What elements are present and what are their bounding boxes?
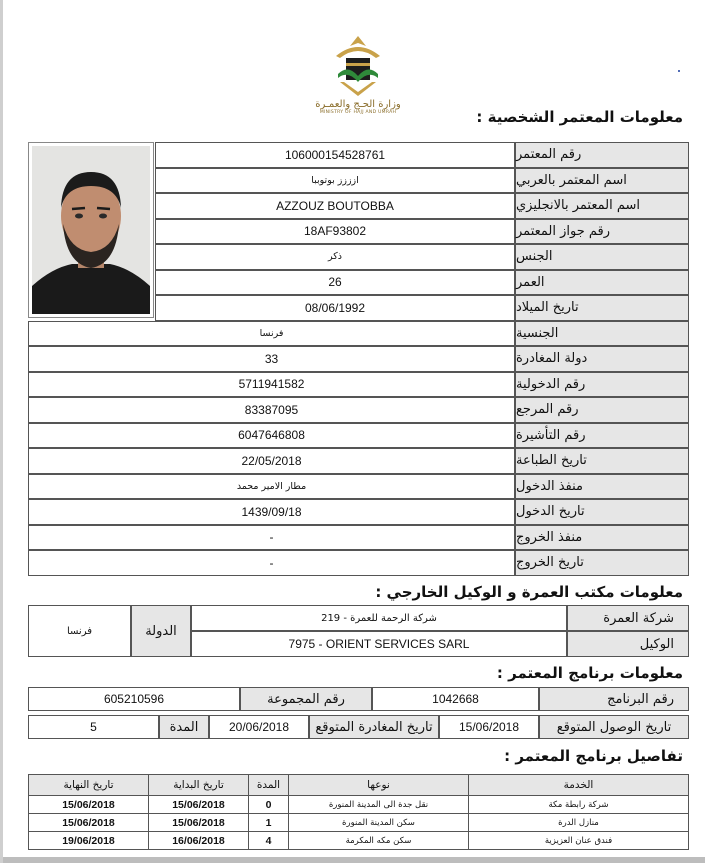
info-label: اسم المعتمر بالانجليزي <box>515 193 689 219</box>
stray-dot <box>678 70 680 72</box>
info-row <box>28 346 689 372</box>
info-value: 22/05/2018 <box>28 448 515 474</box>
info-label: رقم التأشيرة <box>515 423 689 449</box>
info-value: 08/06/1992 <box>155 295 515 321</box>
type-cell: نقل جدة الى المدينة المنورة <box>289 796 469 814</box>
service-cell: فندق عنان العزيزية <box>469 832 689 850</box>
info-row <box>28 321 689 347</box>
start-date-cell: 15/06/2018 <box>149 814 249 832</box>
header-end-date: تاريخ النهاية <box>29 775 149 796</box>
pilgrim-photo <box>28 142 154 318</box>
info-row <box>28 397 689 423</box>
info-value: - <box>28 550 515 576</box>
info-value: مطار الامير محمد <box>28 474 515 500</box>
info-row <box>28 525 689 551</box>
group-no-label: رقم المجموعة <box>240 687 372 711</box>
info-label: رقم المرجع <box>515 397 689 423</box>
info-row <box>28 423 689 449</box>
info-label: اسم المعتمر بالعربي <box>515 168 689 194</box>
info-value: 106000154528761 <box>155 142 515 168</box>
info-label: تاريخ الميلاد <box>515 295 689 321</box>
page-bottom-edge <box>3 857 705 863</box>
company-value: 219 - شركة الرحمة للعمرة <box>191 605 567 631</box>
info-value: - <box>28 525 515 551</box>
type-cell: سكن مكه المكرمة <box>289 832 469 850</box>
agent-label: الوكيل <box>567 631 689 657</box>
person-photo-icon <box>32 146 150 314</box>
info-row <box>28 499 689 525</box>
info-value: 33 <box>28 346 515 372</box>
table-row <box>29 796 689 814</box>
info-label: الجنسية <box>515 321 689 347</box>
program-details-table <box>28 774 689 850</box>
info-value: ازززز بوتوببا <box>155 168 515 194</box>
start-date-cell: 16/06/2018 <box>149 832 249 850</box>
service-cell: منازل الدرة <box>469 814 689 832</box>
info-value: AZZOUZ BOUTOBBA <box>155 193 515 219</box>
group-no-value: 605210596 <box>28 687 240 711</box>
info-row <box>28 474 689 500</box>
duration-value: 5 <box>28 715 159 739</box>
end-date-cell: 19/06/2018 <box>29 832 149 850</box>
info-value: 1439/09/18 <box>28 499 515 525</box>
end-date-cell: 15/06/2018 <box>29 796 149 814</box>
logo-arabic-text: وزارة الحـج والعمـرة <box>315 99 401 110</box>
info-label: دولة المغادرة <box>515 346 689 372</box>
info-label: منفذ الدخول <box>515 474 689 500</box>
program-no-value: 1042668 <box>372 687 539 711</box>
arrival-label: تاريخ الوصول المتوقع <box>539 715 689 739</box>
duration-label: المدة <box>159 715 209 739</box>
country-label: الدولة <box>131 605 191 657</box>
info-label: رقم جواز المعتمر <box>515 219 689 245</box>
country-value: فرنسا <box>28 605 131 657</box>
info-row <box>28 550 689 576</box>
program-info-title: معلومات برنامج المعتمر : <box>496 664 683 682</box>
duration-cell: 1 <box>249 814 289 832</box>
program-no-label: رقم البرنامج <box>539 687 689 711</box>
duration-cell: 4 <box>249 832 289 850</box>
start-date-cell: 15/06/2018 <box>149 796 249 814</box>
info-row <box>28 372 689 398</box>
personal-info-title: معلومات المعتمر الشخصية : <box>476 108 683 126</box>
info-value: 26 <box>155 270 515 296</box>
info-label: رقم الدخولية <box>515 372 689 398</box>
info-label: الجنس <box>515 244 689 270</box>
agency-info-title: معلومات مكتب العمرة و الوكيل الخارجي : <box>375 583 683 601</box>
header-service: الخدمة <box>469 775 689 796</box>
info-value: 5711941582 <box>28 372 515 398</box>
arrival-value: 15/06/2018 <box>439 715 539 739</box>
program-table <box>28 687 689 739</box>
info-value: 18AF93802 <box>155 219 515 245</box>
info-label: تاريخ الخروج <box>515 550 689 576</box>
info-label: رقم المعتمر <box>515 142 689 168</box>
departure-label: تاريخ المغادرة المتوقع <box>309 715 439 739</box>
agent-value: 7975 - ORIENT SERVICES SARL <box>191 631 567 657</box>
table-row <box>29 814 689 832</box>
table-row <box>29 832 689 850</box>
logo-english-text: MINISTRY OF HAJJ AND UMRAH <box>319 110 397 115</box>
info-value: فرنسا <box>28 321 515 347</box>
departure-value: 20/06/2018 <box>209 715 309 739</box>
info-value: 6047646808 <box>28 423 515 449</box>
info-row <box>28 448 689 474</box>
end-date-cell: 15/06/2018 <box>29 814 149 832</box>
header-duration: المدة <box>249 775 289 796</box>
agency-table <box>28 605 689 657</box>
ministry-logo <box>303 34 413 132</box>
header-type: نوعها <box>289 775 469 796</box>
duration-cell: 0 <box>249 796 289 814</box>
info-label: منفذ الخروج <box>515 525 689 551</box>
info-value: ذكر <box>155 244 515 270</box>
type-cell: سكن المدينة المنورة <box>289 814 469 832</box>
program-details-title: تفاصيل برنامج المعتمر : <box>504 747 683 765</box>
kaaba-emblem-icon <box>330 34 386 98</box>
header-start-date: تاريخ البداية <box>149 775 249 796</box>
info-label: العمر <box>515 270 689 296</box>
info-value: 83387095 <box>28 397 515 423</box>
info-label: تاريخ الطباعة <box>515 448 689 474</box>
info-label: تاريخ الدخول <box>515 499 689 525</box>
service-cell: شركة رابطة مكة <box>469 796 689 814</box>
company-label: شركة العمرة <box>567 605 689 631</box>
